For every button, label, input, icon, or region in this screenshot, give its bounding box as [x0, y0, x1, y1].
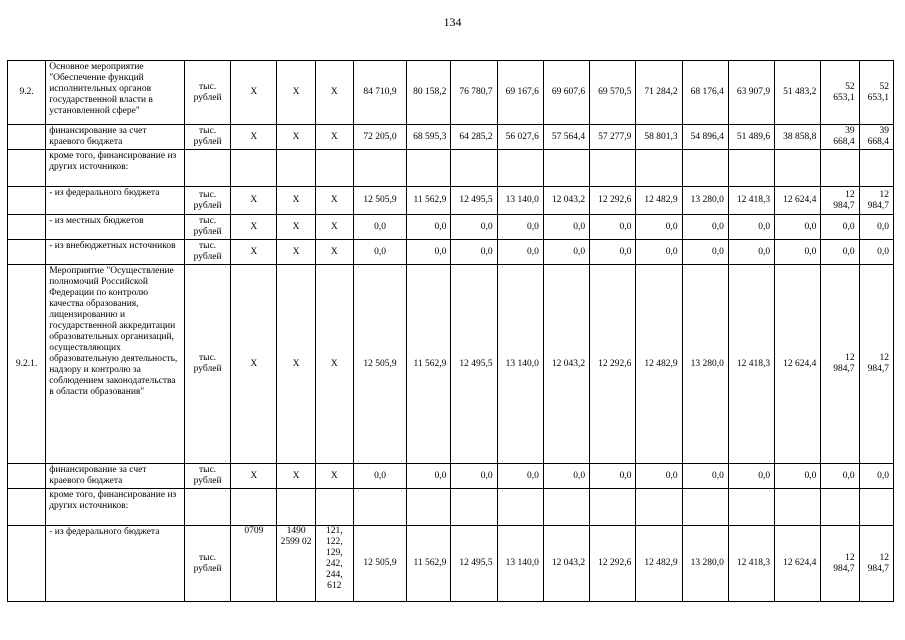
unit-cell: [184, 489, 230, 526]
total-cell: 72 205,0: [353, 125, 406, 150]
year-value-cell: 12 482,9: [636, 265, 682, 464]
total-cell: 0,0: [353, 464, 406, 489]
year-value-cell: 12 624,4: [775, 265, 821, 464]
year-value-cell: 57 277,9: [590, 125, 636, 150]
year-value-cell: [821, 150, 859, 187]
code-cell: Х: [277, 240, 315, 265]
row-number-cell: 9.2.: [8, 61, 46, 125]
year-value-cell: 0,0: [682, 215, 728, 240]
year-value-cell: [859, 489, 893, 526]
year-value-cell: 0,0: [543, 240, 589, 265]
year-value-cell: 0,0: [497, 215, 543, 240]
year-value-cell: 12 482,9: [636, 187, 682, 215]
year-value-cell: [407, 489, 451, 526]
year-value-cell: [728, 150, 774, 187]
year-value-cell: 0,0: [407, 240, 451, 265]
year-value-cell: [543, 150, 589, 187]
year-value-cell: [636, 150, 682, 187]
code-cell: [231, 489, 277, 526]
year-value-cell: [775, 489, 821, 526]
table-row: [8, 215, 894, 240]
year-value-cell: [590, 150, 636, 187]
year-value-cell: [682, 150, 728, 187]
year-value-cell: 0,0: [821, 240, 859, 265]
row-name-cell: - из федерального бюджета: [46, 526, 185, 602]
code-cell: [277, 489, 315, 526]
table-row: [8, 61, 894, 125]
year-value-cell: 12 984,7: [859, 187, 893, 215]
year-value-cell: 0,0: [682, 240, 728, 265]
year-value-cell: 69 607,6: [543, 61, 589, 125]
year-value-cell: 12 418,3: [728, 265, 774, 464]
code-cell: Х: [315, 464, 353, 489]
year-value-cell: 12 482,9: [636, 526, 682, 602]
year-value-cell: 0,0: [451, 215, 497, 240]
year-value-cell: 76 780,7: [451, 61, 497, 125]
code-cell: [315, 489, 353, 526]
year-value-cell: 71 284,2: [636, 61, 682, 125]
year-value-cell: 12 418,3: [728, 187, 774, 215]
year-value-cell: 12 418,3: [728, 526, 774, 602]
year-value-cell: 11 562,9: [407, 526, 451, 602]
code-cell: Х: [277, 61, 315, 125]
unit-cell: тыс. рублей: [184, 125, 230, 150]
unit-cell: тыс. рублей: [184, 265, 230, 464]
year-value-cell: 13 280,0: [682, 265, 728, 464]
code-cell: Х: [231, 240, 277, 265]
year-value-cell: 80 158,2: [407, 61, 451, 125]
code-cell: [277, 150, 315, 187]
code-cell: Х: [277, 464, 315, 489]
year-value-cell: 38 858,8: [775, 125, 821, 150]
year-value-cell: 0,0: [775, 464, 821, 489]
row-name-cell: финансирование за счет краевого бюджета: [46, 464, 185, 489]
unit-cell: тыс. рублей: [184, 240, 230, 265]
year-value-cell: 39 668,4: [859, 125, 893, 150]
total-cell: 12 505,9: [353, 187, 406, 215]
unit-cell: тыс. рублей: [184, 187, 230, 215]
year-value-cell: 0,0: [543, 215, 589, 240]
year-value-cell: 0,0: [407, 215, 451, 240]
year-value-cell: 12 984,7: [821, 187, 859, 215]
budget-table: [7, 60, 894, 602]
total-cell: 12 505,9: [353, 526, 406, 602]
year-value-cell: 0,0: [859, 215, 893, 240]
year-value-cell: 0,0: [590, 215, 636, 240]
total-cell: 0,0: [353, 240, 406, 265]
year-value-cell: 13 280,0: [682, 526, 728, 602]
year-value-cell: 0,0: [590, 240, 636, 265]
table-row: [8, 187, 894, 215]
row-number-cell: 9.2.1.: [8, 265, 46, 464]
year-value-cell: 0,0: [451, 464, 497, 489]
page-number: 134: [443, 15, 462, 29]
row-number-cell: [8, 526, 46, 602]
year-value-cell: 11 562,9: [407, 265, 451, 464]
year-value-cell: 11 562,9: [407, 187, 451, 215]
year-value-cell: 12 043,2: [543, 265, 589, 464]
year-value-cell: 0,0: [682, 464, 728, 489]
total-cell: 12 505,9: [353, 265, 406, 464]
year-value-cell: 12 292,6: [590, 187, 636, 215]
year-value-cell: [590, 489, 636, 526]
year-value-cell: 57 564,4: [543, 125, 589, 150]
year-value-cell: 0,0: [636, 240, 682, 265]
row-number-cell: [8, 464, 46, 489]
table-row: [8, 526, 894, 602]
year-value-cell: [728, 489, 774, 526]
year-value-cell: 0,0: [859, 464, 893, 489]
year-value-cell: 0,0: [451, 240, 497, 265]
year-value-cell: [775, 150, 821, 187]
year-value-cell: 0,0: [497, 240, 543, 265]
row-number-cell: [8, 125, 46, 150]
table-row: [8, 125, 894, 150]
row-number-cell: [8, 187, 46, 215]
year-value-cell: 56 027,6: [497, 125, 543, 150]
total-cell: [353, 150, 406, 187]
row-number-cell: [8, 215, 46, 240]
total-cell: 84 710,9: [353, 61, 406, 125]
code-cell: Х: [277, 265, 315, 464]
table-row: [8, 464, 894, 489]
code-cell: Х: [315, 240, 353, 265]
row-name-cell: - из местных бюджетов: [46, 215, 185, 240]
year-value-cell: [451, 489, 497, 526]
year-value-cell: 0,0: [728, 464, 774, 489]
year-value-cell: 0,0: [775, 240, 821, 265]
year-value-cell: 0,0: [821, 215, 859, 240]
code-cell: Х: [231, 61, 277, 125]
year-value-cell: 69 570,5: [590, 61, 636, 125]
year-value-cell: 13 140,0: [497, 187, 543, 215]
code-cell: Х: [315, 187, 353, 215]
year-value-cell: 12 984,7: [821, 265, 859, 464]
row-number-cell: [8, 150, 46, 187]
row-name-cell: Мероприятие "Осуществление полномочий Российской Федерации по контролю качества образования, лицензированию и государственной аккредитации образовательных организаций, осуществляющих образовательную деятельность, надзору и контролю за соблюдением законодательства в области образования": [46, 265, 185, 464]
year-value-cell: 52 653,1: [859, 61, 893, 125]
year-value-cell: 0,0: [497, 464, 543, 489]
year-value-cell: [497, 489, 543, 526]
year-value-cell: 54 896,4: [682, 125, 728, 150]
year-value-cell: [821, 489, 859, 526]
year-value-cell: [543, 489, 589, 526]
year-value-cell: 63 907,9: [728, 61, 774, 125]
code-cell: [315, 150, 353, 187]
year-value-cell: 0,0: [728, 240, 774, 265]
year-value-cell: [636, 489, 682, 526]
code-cell: Х: [315, 215, 353, 240]
total-cell: [353, 489, 406, 526]
year-value-cell: 12 292,6: [590, 265, 636, 464]
year-value-cell: [682, 489, 728, 526]
row-name-cell: - из внебюджетных источников: [46, 240, 185, 265]
year-value-cell: 0,0: [636, 215, 682, 240]
year-value-cell: [859, 150, 893, 187]
row-name-cell: - из федерального бюджета: [46, 187, 185, 215]
year-value-cell: 12 624,4: [775, 526, 821, 602]
year-value-cell: 39 668,4: [821, 125, 859, 150]
year-value-cell: 12 292,6: [590, 526, 636, 602]
year-value-cell: 68 595,3: [407, 125, 451, 150]
code-cell: 0709: [231, 526, 277, 602]
year-value-cell: 0,0: [859, 240, 893, 265]
year-value-cell: 12 043,2: [543, 526, 589, 602]
code-cell: Х: [277, 125, 315, 150]
code-cell: Х: [315, 265, 353, 464]
year-value-cell: 51 483,2: [775, 61, 821, 125]
unit-cell: тыс. рублей: [184, 61, 230, 125]
year-value-cell: 0,0: [543, 464, 589, 489]
year-value-cell: 68 176,4: [682, 61, 728, 125]
code-cell: Х: [277, 187, 315, 215]
code-cell: 121, 122, 129, 242, 244, 612: [315, 526, 353, 602]
year-value-cell: [497, 150, 543, 187]
year-value-cell: [451, 150, 497, 187]
table-row: [8, 150, 894, 187]
year-value-cell: 0,0: [775, 215, 821, 240]
code-cell: 1490 2599 02: [277, 526, 315, 602]
year-value-cell: 52 653,1: [821, 61, 859, 125]
row-name-cell: Основное мероприятие "Обеспечение функций исполнительных органов государственной власти в установленной сфере": [46, 61, 185, 125]
code-cell: Х: [277, 215, 315, 240]
unit-cell: тыс. рублей: [184, 215, 230, 240]
code-cell: [231, 150, 277, 187]
year-value-cell: 58 801,3: [636, 125, 682, 150]
row-name-cell: финансирование за счет краевого бюджета: [46, 125, 185, 150]
code-cell: Х: [315, 61, 353, 125]
year-value-cell: 12 495,5: [451, 187, 497, 215]
table-row: [8, 240, 894, 265]
year-value-cell: 12 495,5: [451, 265, 497, 464]
year-value-cell: 51 489,6: [728, 125, 774, 150]
row-name-cell: кроме того, финансирование из других источников:: [46, 489, 185, 526]
row-number-cell: [8, 240, 46, 265]
year-value-cell: 0,0: [728, 215, 774, 240]
year-value-cell: 12 043,2: [543, 187, 589, 215]
table-row: [8, 489, 894, 526]
unit-cell: [184, 150, 230, 187]
code-cell: Х: [231, 187, 277, 215]
code-cell: Х: [315, 125, 353, 150]
year-value-cell: 69 167,6: [497, 61, 543, 125]
unit-cell: тыс. рублей: [184, 526, 230, 602]
year-value-cell: 12 984,7: [859, 265, 893, 464]
row-number-cell: [8, 489, 46, 526]
year-value-cell: 12 984,7: [859, 526, 893, 602]
code-cell: Х: [231, 265, 277, 464]
year-value-cell: 12 984,7: [821, 526, 859, 602]
year-value-cell: 0,0: [821, 464, 859, 489]
year-value-cell: 13 280,0: [682, 187, 728, 215]
year-value-cell: 0,0: [407, 464, 451, 489]
year-value-cell: 0,0: [590, 464, 636, 489]
table-row: [8, 265, 894, 464]
year-value-cell: 13 140,0: [497, 265, 543, 464]
code-cell: Х: [231, 215, 277, 240]
year-value-cell: 13 140,0: [497, 526, 543, 602]
year-value-cell: 0,0: [636, 464, 682, 489]
code-cell: Х: [231, 125, 277, 150]
year-value-cell: [407, 150, 451, 187]
row-name-cell: кроме того, финансирование из других источников:: [46, 150, 185, 187]
year-value-cell: 12 624,4: [775, 187, 821, 215]
total-cell: 0,0: [353, 215, 406, 240]
year-value-cell: 12 495,5: [451, 526, 497, 602]
year-value-cell: 64 285,2: [451, 125, 497, 150]
unit-cell: тыс. рублей: [184, 464, 230, 489]
code-cell: Х: [231, 464, 277, 489]
